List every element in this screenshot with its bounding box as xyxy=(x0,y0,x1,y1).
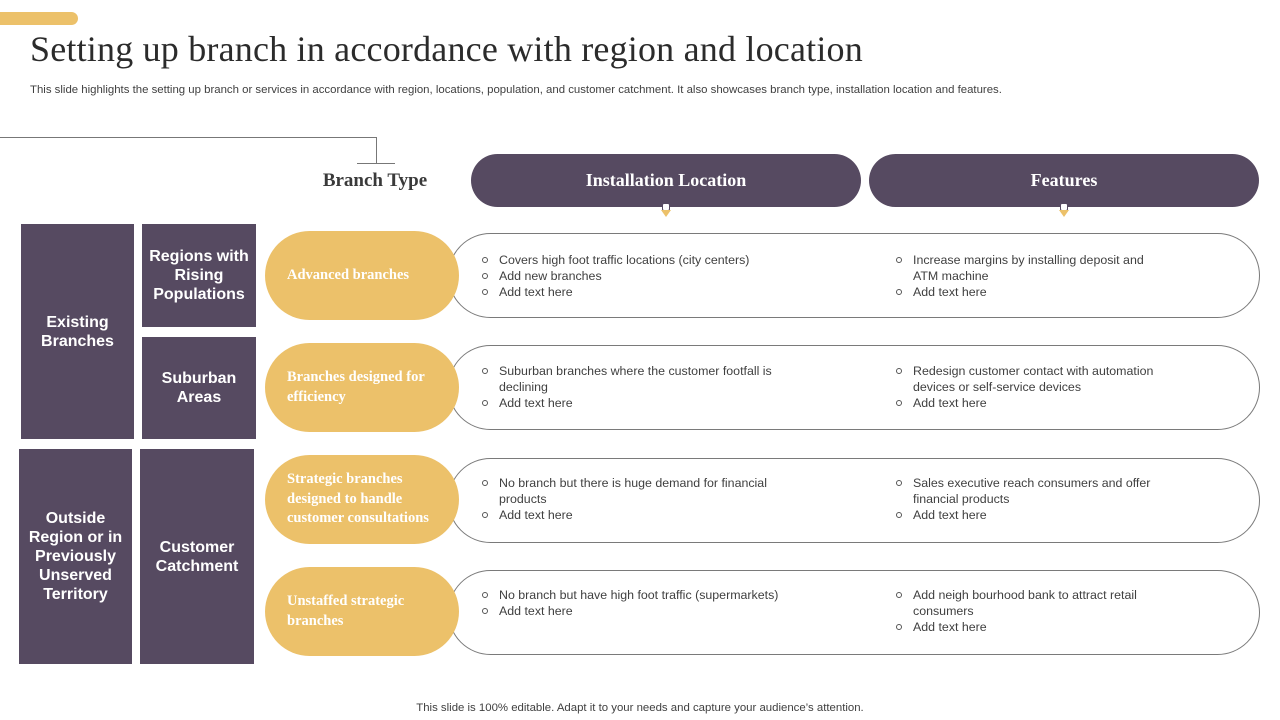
features-header xyxy=(869,154,1259,207)
installation-list xyxy=(481,252,781,300)
features-label: Features xyxy=(1030,170,1098,190)
connector-line xyxy=(0,137,377,138)
footer-note: This slide is 100% editable. Adapt it to your needs and capture your audience’s attention. xyxy=(416,702,864,714)
page-subtitle: This slide highlights the setting up branch or services in accordance with region, locations, population, and customer catchment. It also showcases branch type, installation location and features. xyxy=(30,84,1002,96)
list-item: Covers high foot traffic locations (city centers) xyxy=(481,252,781,268)
branch-type-label: Branches designed for efficiency xyxy=(287,369,425,405)
category-existing-branches: Existing Branches xyxy=(21,224,134,439)
features-list xyxy=(895,363,1170,411)
list-item: Add text here xyxy=(895,284,1170,300)
installation-list xyxy=(481,363,781,411)
pin-icon xyxy=(1058,203,1070,221)
list-item: Add text here xyxy=(895,619,1170,635)
features-list xyxy=(895,587,1170,635)
list-item: Sales executive reach consumers and offer financial products xyxy=(895,475,1170,507)
category-regions-rising: Regions with Rising Populations xyxy=(142,224,256,327)
pin-icon xyxy=(660,203,672,221)
list-item: No branch but there is huge demand for financial products xyxy=(481,475,781,507)
list-item: Add text here xyxy=(481,284,781,300)
branch-type-pill xyxy=(265,231,459,320)
installation-location-label: Installation Location xyxy=(585,170,747,190)
branch-type-pill xyxy=(265,567,459,656)
list-item: Suburban branches where the customer footfall is declining xyxy=(481,363,781,395)
list-item: Add text here xyxy=(481,395,781,411)
branch-type-header: Branch Type xyxy=(322,170,428,191)
installation-list xyxy=(481,475,781,523)
branch-type-label: Strategic branches designed to handle customer consultations xyxy=(287,471,429,527)
list-item: Add neigh bourhood bank to attract retail consumers xyxy=(895,587,1170,619)
list-item: Increase margins by installing deposit and ATM machine xyxy=(895,252,1170,284)
branch-type-pill xyxy=(265,343,459,432)
list-item: Redesign customer contact with automation devices or self-service devices xyxy=(895,363,1170,395)
list-item: Add text here xyxy=(895,395,1170,411)
page-title: Setting up branch in accordance with region and location xyxy=(30,29,863,69)
connector-line xyxy=(376,137,377,163)
features-list xyxy=(895,252,1170,300)
branch-type-label: Advanced branches xyxy=(287,266,410,283)
list-item: Add text here xyxy=(481,603,781,619)
installation-location-header xyxy=(471,154,861,207)
category-customer-catchment: Customer Catchment xyxy=(140,449,254,664)
connector-line xyxy=(357,163,395,164)
list-item: Add text here xyxy=(895,507,1170,523)
list-item: Add text here xyxy=(481,507,781,523)
features-list xyxy=(895,475,1170,523)
accent-bar xyxy=(0,12,78,25)
branch-type-label: Unstaffed strategic branches xyxy=(287,593,405,629)
branch-type-pill xyxy=(265,455,459,544)
list-item: Add new branches xyxy=(481,268,781,284)
installation-list xyxy=(481,587,781,619)
category-suburban-areas: Suburban Areas xyxy=(142,337,256,439)
list-item: No branch but have high foot traffic (supermarkets) xyxy=(481,587,781,603)
category-outside-region: Outside Region or in Previously Unserved Territory xyxy=(19,449,132,664)
